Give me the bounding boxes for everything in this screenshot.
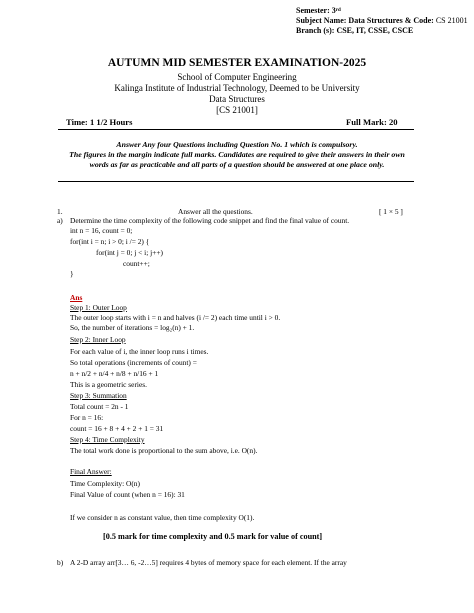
subject-label: Subject Name: Data Structures & Code: [296,16,434,25]
step3-line: Total count = 2n - 1 [70,402,129,411]
instruction-line-2: The figures in the margin indicate full marks. Candidates are required to give their answers in their own [69,150,405,159]
instruction-line-1: Answer Any four Questions including Question No. 1 which is compulsory. [116,140,358,149]
final-answer-line: Final Value of count (when n = 16): 31 [70,490,185,499]
mark-scheme: [0.5 mark for time complexity and 0.5 mark for value of count] [103,532,323,541]
step1-line: So, the number of iterations = log₂(n) + 1. [70,323,195,332]
constant-note: If we consider n as constant value, then time complexity O(1). [70,513,255,522]
code-line: int n = 16, count = 0; [70,226,133,235]
step3-line: count = 16 + 8 + 4 + 2 + 1 = 31 [70,424,164,433]
course-name: Data Structures [209,94,265,104]
instruction-line-3: words as far as practicable and all parts of a question should be answered at one place only. [89,160,385,169]
course-code: [CS 21001] [216,105,258,115]
institute-name: Kalinga Institute of Industrial Technology, Deemed to be University [114,83,360,93]
q1-number: 1. [57,207,63,216]
school-name: School of Computer Engineering [177,72,297,82]
part-a-label: a) [57,216,63,225]
code-line: count++; [123,259,150,268]
semester-line [296,6,341,16]
step3-line: For n = 16: [70,413,104,422]
semester-sup: rd [335,8,341,13]
step2-line: This is a geometric series. [70,380,147,389]
q1-marks: [ 1 × 5 ] [379,207,403,216]
part-a-text: Determine the time complexity of the following code snippet and find the final value of count. [70,216,350,225]
part-b-label: b) [57,558,64,567]
subject-line [296,16,468,26]
full-mark-label: Full Mark: 20 [346,117,398,127]
step2-title: Step 2: Inner Loop [70,335,126,344]
step3-title: Step 3: Summation [70,391,127,400]
divider-top [58,129,414,130]
step4-title: Step 4: Time Complexity [70,435,145,444]
final-answer-line: Time Complexity: O(n) [70,479,140,488]
answer-label: Ans [70,293,83,302]
step2-line: So total operations (increments of count) = [70,358,197,367]
step2-line: n + n/2 + n/4 + n/8 + n/16 + 1 [70,369,159,378]
subject-code: CS 21001 [435,16,468,25]
divider-bottom [58,181,414,182]
instructions [55,140,419,170]
part-b-text: A 2-D array arr[3… 6, -2…5] requires 4 bytes of memory space for each element. If the array [70,558,347,567]
step4-line: The total work done is proportional to the sum above, i.e. O(n). [70,446,258,455]
final-answer-title: Final Answer: [70,467,112,476]
code-line: for(int j = 0; j < i; j++) [96,248,163,257]
step1-line: The outer loop starts with i = n and halves (i /= 2) each time until i > 0. [70,313,281,322]
time-label: Time: 1 1/2 Hours [66,117,133,127]
step1-title: Step 1: Outer Loop [70,303,127,312]
exam-title: AUTUMN MID SEMESTER EXAMINATION-2025 [107,57,367,69]
code-line: } [70,269,74,278]
step2-line: For each value of i, the inner loop runs i times. [70,347,209,356]
q1-heading: Answer all the questions. [178,207,253,216]
branch-line: Branch (s): CSE, IT, CSSE, CSCE [296,26,414,35]
semester-label: Semester: 3 [296,6,336,15]
code-line: for(int i = n; i > 0; i /= 2) { [70,237,150,246]
